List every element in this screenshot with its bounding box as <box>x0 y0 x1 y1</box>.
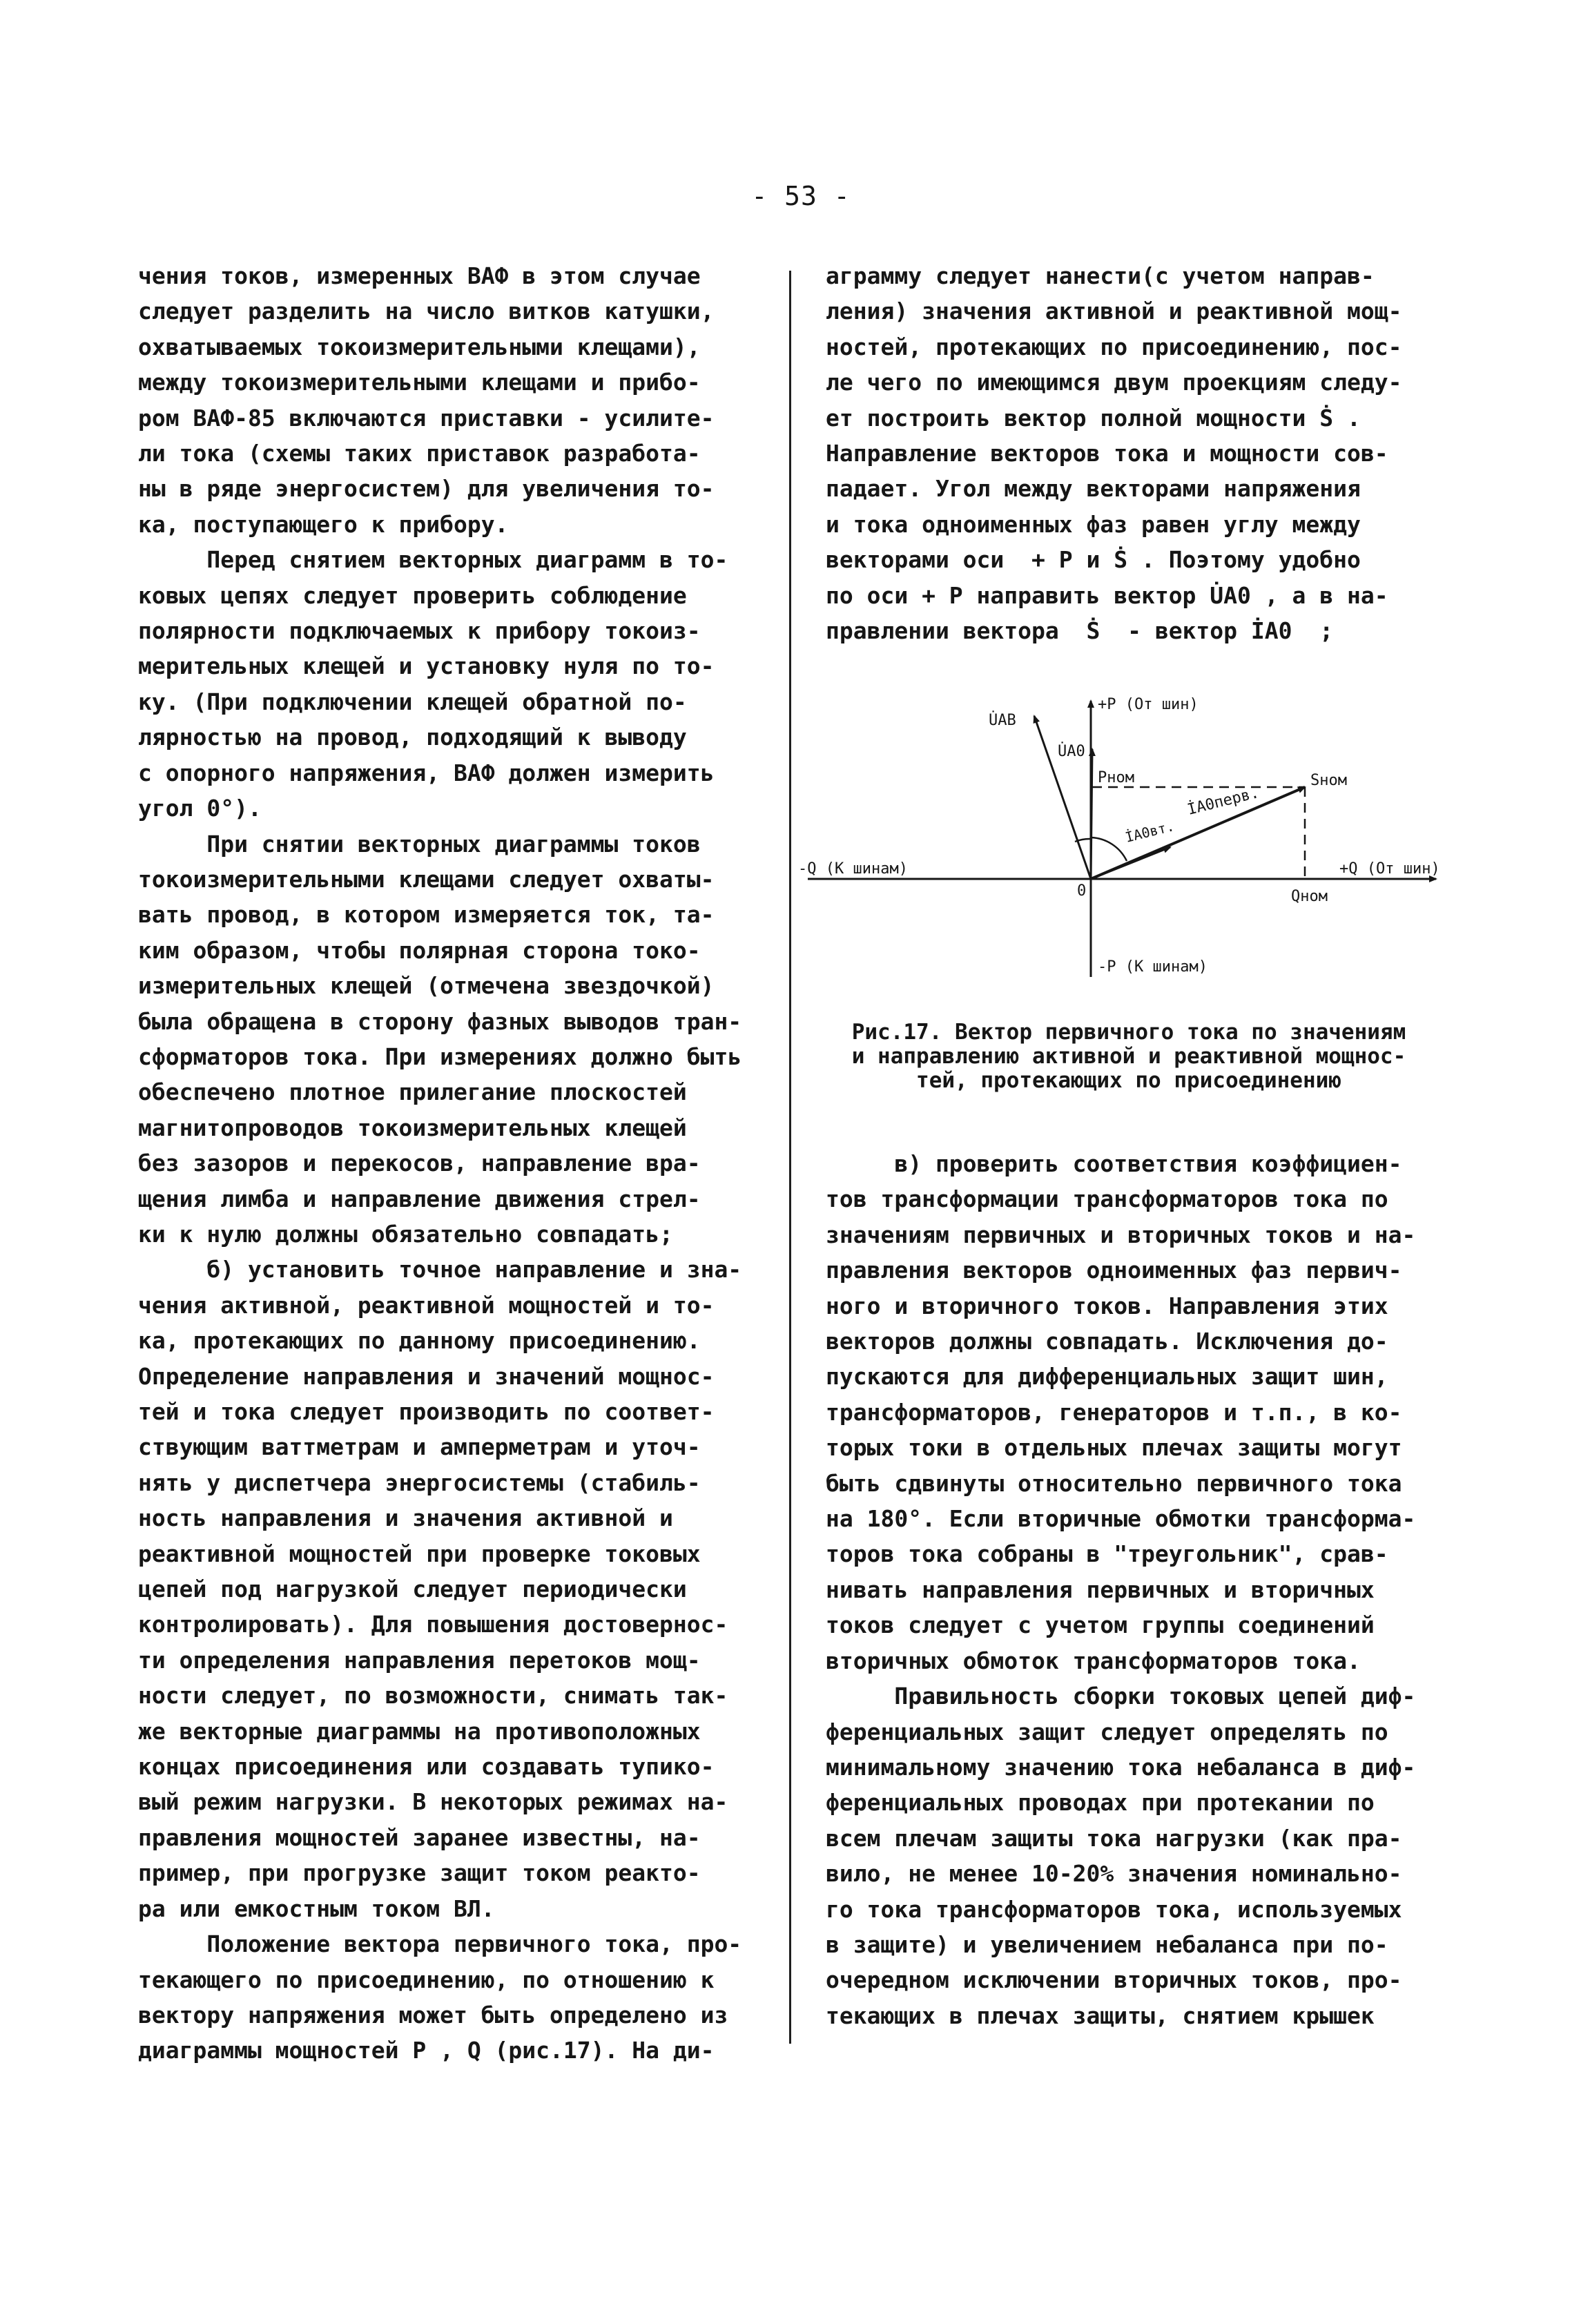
page-number: - 53 - <box>751 181 851 211</box>
text-line: всем плечам защиты тока нагрузки (как пра- <box>826 1824 1402 1852</box>
text-line: ти определения направления перетоков мощ- <box>138 1646 701 1674</box>
text-line: ковых цепях следует проверить соблюдение <box>138 581 687 609</box>
text-line: правлении вектора Ṡ - вектор İA0 ; <box>826 617 1334 645</box>
text-line: Положение вектора первичного тока, про- <box>138 1930 742 1958</box>
u-ab-vector <box>1034 716 1091 879</box>
text-line: пример, при прогрузке защит током реакто- <box>138 1859 701 1887</box>
text-line: же векторные диаграммы на противоположных <box>138 1717 701 1745</box>
text-line: б) установить точное направление и зна- <box>138 1256 742 1284</box>
text-line: нять у диспетчера энергосистемы (стабиль- <box>138 1469 701 1496</box>
text-line: аграмму следует нанести(с учетом направ- <box>826 262 1375 289</box>
text-line: ра или емкостным током ВЛ. <box>138 1895 495 1922</box>
text-line: по оси + P направить вектор U̇A0 , а в на- <box>826 581 1388 609</box>
left-column <box>138 258 773 2069</box>
label-plus-p: +P (От шин) <box>1098 696 1199 713</box>
right-column-top <box>826 258 1426 648</box>
text-line: следует разделить на число витков катушки, <box>138 298 715 325</box>
text-line: значениям первичных и вторичных токов и на- <box>826 1221 1416 1248</box>
text-line: токов следует с учетом группы соединений <box>826 1611 1375 1639</box>
label-p-nom: Pном <box>1098 769 1134 786</box>
label-origin: 0 <box>1077 882 1087 900</box>
text-line: минимальному значению тока небаланса в диф- <box>826 1753 1416 1781</box>
text-line: чения токов, измеренных ВАФ в этом случае <box>138 262 701 289</box>
text-line: ки к нулю должны обязательно совпадать; <box>138 1220 673 1248</box>
text-line: Определение направления и значений мощнос- <box>138 1362 715 1390</box>
text-line: текающего по присоединению, по отношению к <box>138 1966 715 1993</box>
text-line: в защите) и увеличением небаланса при по- <box>826 1930 1388 1958</box>
text-line: лярностью на провод, подходящий к выводу <box>138 724 687 751</box>
text-line: чения активной, реактивной мощностей и то- <box>138 1291 715 1319</box>
text-line: тей и тока следует производить по соответ- <box>138 1398 715 1425</box>
text-line: ности следует, по возможности, снимать так- <box>138 1682 728 1710</box>
label-q-nom: Qном <box>1291 888 1328 905</box>
i-a0-vt-vector <box>1091 847 1170 879</box>
text-line: магнитопроводов токоизмерительных клещей <box>138 1114 687 1141</box>
text-line: контролировать). Для повышения достовернос- <box>138 1611 728 1638</box>
text-line: охватываемых токоизмерительными клещами), <box>138 333 701 360</box>
text-line: торых токи в отдельных плечах защиты могут <box>826 1434 1402 1462</box>
text-line: ференциальных проводах при протекании по <box>826 1789 1375 1817</box>
text-line: и тока одноименных фаз равен углу между <box>826 510 1361 538</box>
label-i-a0-perv: İA0перв. <box>1185 784 1261 819</box>
text-line: щения лимба и направление движения стрел- <box>138 1185 701 1212</box>
text-line: векторов должны совпадать. Исключения до- <box>826 1328 1388 1355</box>
text-line: цепей под нагрузкой следует периодически <box>138 1576 687 1603</box>
vector-diagram <box>794 687 1457 998</box>
text-line: падает. Угол между векторами напряжения <box>826 475 1361 503</box>
text-line: ного и вторичного токов. Направления этих <box>826 1292 1388 1319</box>
right-column-bottom <box>826 1146 1461 2033</box>
text-line: правления мощностей заранее известны, на- <box>138 1823 701 1851</box>
text-line: ны в ряде энергосистем) для увеличения то- <box>138 475 715 503</box>
text-line: Направление векторов тока и мощности сов- <box>826 440 1388 467</box>
text-line: ность направления и значения активной и <box>138 1504 673 1532</box>
text-line: нивать направления первичных и вторичных <box>826 1576 1375 1603</box>
text-line: ствующим ваттметрам и амперметрам и уточ- <box>138 1433 701 1461</box>
text-line: При снятии векторных диаграммы токов <box>138 830 701 858</box>
angle-arc <box>1091 837 1127 861</box>
text-line: сформаторов тока. При измерениях должно быть <box>138 1043 742 1070</box>
label-u-a0: U̇A0 <box>1058 743 1085 760</box>
text-line: трансформаторов, генераторов и т.п., в ко- <box>826 1398 1402 1426</box>
text-line: тов трансформации трансформаторов тока по <box>826 1185 1388 1213</box>
text-line: быть сдвинуты относительно первичного тока <box>826 1469 1402 1497</box>
text-line: вый режим нагрузки. В некоторых режимах на- <box>138 1788 728 1816</box>
text-line: ка, протекающих по данному присоединению. <box>138 1327 701 1355</box>
text-line: реактивной мощностей при проверке токовых <box>138 1540 701 1567</box>
text-line: полярности подключаемых к прибору токоиз- <box>138 617 701 645</box>
label-minus-q: -Q (К шинам) <box>798 860 908 878</box>
text-line: вторичных обмоток трансформаторов тока. <box>826 1647 1361 1674</box>
figure-caption <box>801 1020 1457 1093</box>
text-line: правления векторов одноименных фаз первич- <box>826 1257 1402 1284</box>
text-line: векторами оси + P и Ṡ . Поэтому удобно <box>826 546 1361 574</box>
text-line: ка, поступающего к прибору. <box>138 510 509 538</box>
text-line: ли тока (схемы таких приставок разработа- <box>138 440 701 467</box>
text-line: вать провод, в котором измеряется ток, та- <box>138 901 715 929</box>
text-line: с опорного напряжения, ВАФ должен измерить <box>138 759 715 786</box>
text-line: на 180°. Если вторичные обмотки трансформа- <box>826 1505 1416 1533</box>
text-line: вило, не менее 10-20% значения номинально- <box>826 1860 1402 1888</box>
text-line: торов тока собраны в "треугольник", срав- <box>826 1540 1388 1568</box>
label-s-nom: Sном <box>1310 772 1347 789</box>
text-line: между токоизмерительными клещами и прибо- <box>138 369 701 396</box>
text-line: ференциальных защит следует определять по <box>826 1718 1388 1745</box>
text-line: угол 0°). <box>138 795 262 822</box>
text-line: токоизмерительными клещами следует охваты- <box>138 865 715 893</box>
text-line: мерительных клещей и установку нуля по то- <box>138 652 715 680</box>
text-line: без зазоров и перекосов, направление вра- <box>138 1150 701 1177</box>
text-line: ле чего по имеющимся двум проекциям следу- <box>826 369 1402 396</box>
text-line: текающих в плечах защиты, снятием крышек <box>826 2002 1375 2029</box>
caption-line: тей, протекающих по присоединению <box>916 1068 1341 1093</box>
text-line: ностей, протекающих по присоединению, пос- <box>826 333 1402 360</box>
text-line: пускаются для дифференциальных защит шин, <box>826 1363 1388 1391</box>
text-line: обеспечено плотное прилегание плоскостей <box>138 1078 687 1106</box>
label-plus-q: +Q (От шин) <box>1339 860 1440 878</box>
text-line: ром ВАФ-85 включаются приставки - усилите- <box>138 404 715 432</box>
text-line: диаграммы мощностей P , Q (рис.17). На ди- <box>138 2037 715 2064</box>
text-line: Перед снятием векторных диаграмм в то- <box>138 546 728 574</box>
label-i-a0-vt: İA0вт. <box>1123 817 1176 846</box>
text-line: ким образом, чтобы полярная сторона токо- <box>138 936 701 964</box>
text-line: вектору напряжения может быть определено из <box>138 2001 728 2028</box>
text-line: концах присоединения или создавать тупико- <box>138 1753 715 1781</box>
text-line: очередном исключении вторичных токов, про- <box>826 1966 1402 1994</box>
caption-line: и направлению активной и реактивной мощнос- <box>851 1044 1406 1069</box>
text-line: го тока трансформаторов тока, используемых <box>826 1895 1402 1923</box>
caption-line: Рис.17. Вектор первичного тока по значениям <box>851 1020 1406 1045</box>
text-line: была обращена в сторону фазных выводов тран- <box>138 1007 742 1035</box>
column-divider <box>789 271 791 2044</box>
text-line: в) проверить соответствия коэффициен- <box>826 1150 1402 1177</box>
u-a0-vector <box>1091 749 1092 879</box>
label-u-ab: U̇AB <box>989 712 1016 729</box>
text-line: Правильность сборки токовых цепей диф- <box>826 1683 1416 1710</box>
text-line: измерительных клещей (отмечена звездочкой) <box>138 972 715 1000</box>
label-minus-p: -P (К шинам) <box>1098 958 1208 976</box>
text-line: ления) значения активной и реактивной мощ- <box>826 298 1402 325</box>
text-line: ет построить вектор полной мощности Ṡ . <box>826 404 1361 432</box>
text-line: ку. (При подключении клещей обратной по- <box>138 688 687 715</box>
